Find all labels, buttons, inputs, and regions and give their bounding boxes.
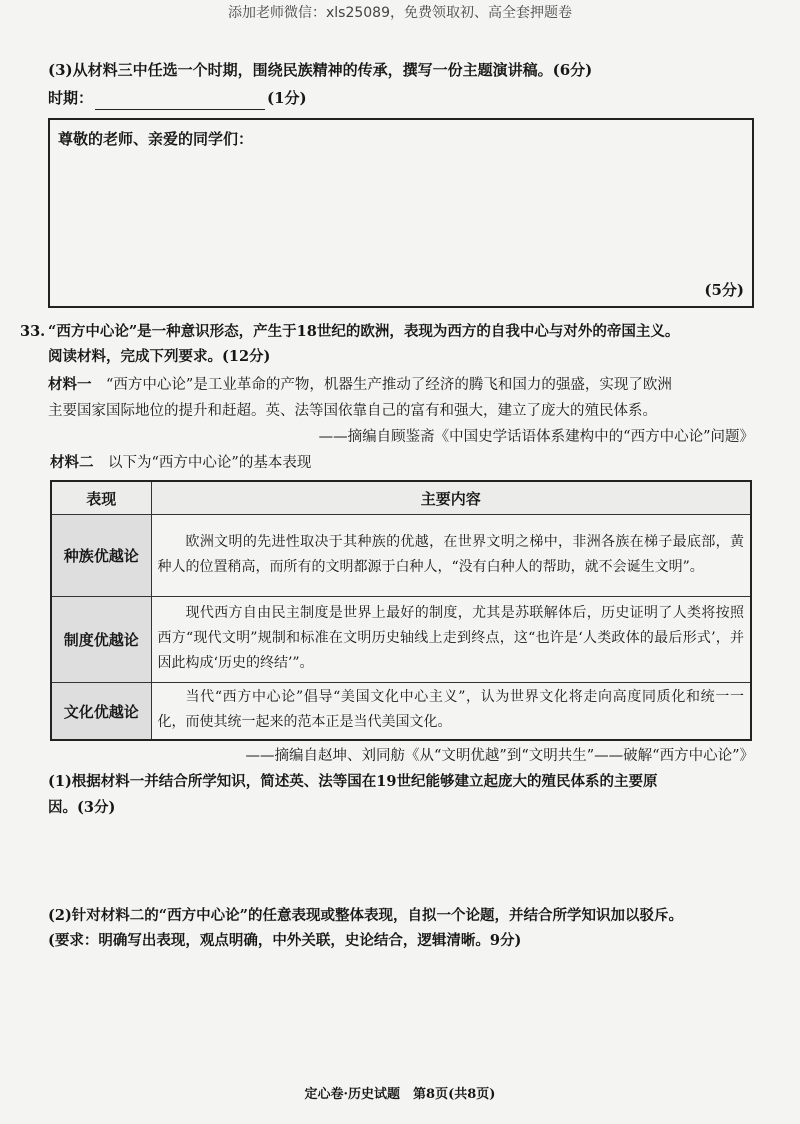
material-1-line2: 主要国家国际地位的提升和赶超。英、法等国依靠自己的富有和强大，建立了庞大的殖民体系。 [48, 403, 657, 419]
header-note: 添加老师微信：xls25089，免费领取初、高全套押题卷 [227, 5, 572, 21]
q33-intro-line2: 阅读材料，完成下列要求。(12分) [48, 348, 271, 365]
row-content-system: 现代西方自由民主制度是世界上最好的制度，尤其是苏联解体后，历史证明了人类将按照西方“现代文明”规制和标准在文明历史轴线上走到终点，这“也许是‘人类政体的最后形式’，并因此构成‘历史的终结’”。 [151, 597, 751, 683]
material-2-source: ——摘编自赵坤、刘同舫《从“文明优越”到“文明共生”——破解“西方中心论”》 [245, 748, 754, 764]
box-greeting: 尊敬的老师、亲爱的同学们： [58, 130, 254, 148]
q3-prompt: (3)从材料三中任选一个时期，围绕民族精神的传承，撰写一份主题演讲稿。(6分) [48, 61, 593, 79]
row-content-race: 欧洲文明的先进性取决于其种族的优越，在世界文明之梯中，非洲各族在梯子最底部，黄种人的位置稍高，而所有的文明都源于白种人，“没有白种人的帮助，就不会诞生文明”。 [151, 515, 751, 597]
material-2-label: 材料二 [50, 454, 94, 471]
q33-sub1-line1: (1)根据材料一并结合所学知识，简述英、法等国在19世纪能够建立起庞大的殖民体系的主要原 [48, 773, 658, 790]
period-blank[interactable] [95, 91, 265, 110]
row-label-system: 制度优越论 [51, 597, 151, 683]
table-header-row [51, 481, 751, 515]
material-2-caption-row [50, 450, 311, 476]
material-1 [48, 372, 758, 424]
manifestations-table [50, 480, 752, 741]
row-label-culture: 文化优越论 [51, 683, 151, 741]
material-2-caption: 以下为“西方中心论”的基本表现 [108, 455, 312, 471]
period-row [48, 86, 307, 110]
material-1-label: 材料一 [48, 376, 92, 393]
period-score: (1分) [267, 89, 307, 107]
table-header-content: 主要内容 [151, 481, 751, 515]
row-content-culture: 当代“西方中心论”倡导“美国文化中心主义”，认为世界文化将走向高度同质化和统一一化，而使其统一起来的范本正是当代美国文化。 [151, 683, 751, 741]
page-footer: 定心卷·历史试题 第8页(共8页) [304, 1087, 496, 1102]
q33-sub1-line2: 因。(3分) [48, 799, 116, 816]
q33-sub2-line1: (2)针对材料二的“西方中心论”的任意表现或整体表现，自拟一个论题，并结合所学知识加以驳斥。 [48, 907, 683, 924]
table-row [51, 597, 751, 683]
table-row [51, 515, 751, 597]
material-1-source: ——摘编自顾鉴斋《中国史学话语体系建构中的“西方中心论”问题》 [318, 429, 754, 445]
box-score: (5分) [704, 281, 744, 299]
material-1-line1: “西方中心论”是工业革命的产物，机器生产推动了经济的腾飞和国力的强盛，实现了欧洲 [106, 377, 672, 393]
table-header-manifestation: 表现 [51, 481, 151, 515]
q33-number: 33. [20, 323, 46, 340]
table-row [51, 683, 751, 741]
q33-intro-line1: “西方中心论”是一种意识形态，产生于18世纪的欧洲，表现为西方的自我中心与对外的帝国主义。 [48, 323, 680, 340]
speech-answer-box[interactable] [48, 118, 754, 308]
period-label: 时期： [48, 89, 94, 107]
row-label-race: 种族优越论 [51, 515, 151, 597]
q33-sub2-line2: (要求：明确写出表现，观点明确，中外关联，史论结合，逻辑清晰。9分) [48, 932, 522, 949]
